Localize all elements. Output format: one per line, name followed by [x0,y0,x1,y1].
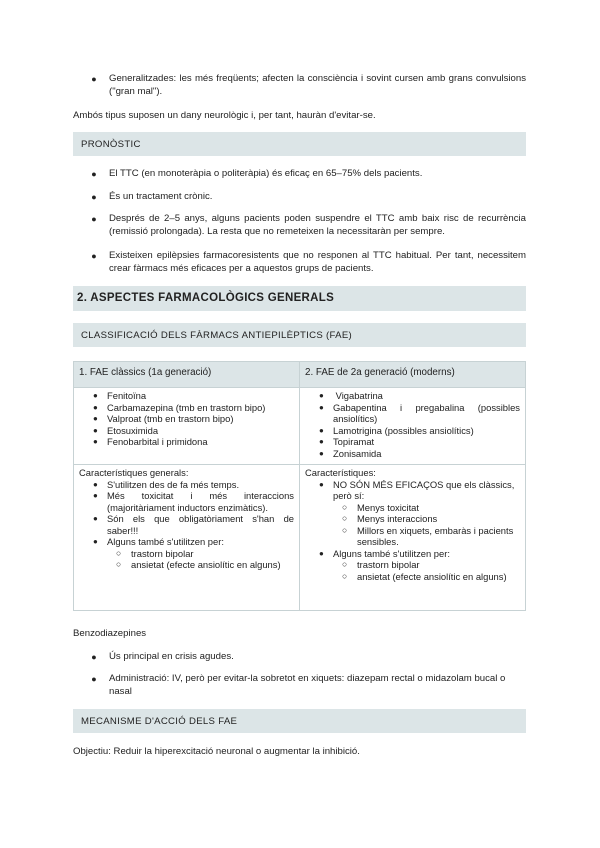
section-2-header [73,286,526,311]
pronostic-bullet: El TTC (en monoteràpia o politeràpia) és eficaç en 65–75% dels pacients. [109,168,423,179]
classificacio-header [73,323,526,347]
char-item: ● S'utilitzen des de fa més temps. [93,478,240,490]
sub-item: ○ ansietat (efecte ansiolític en alguns) [342,570,507,582]
benzo-bullet: Administració: IV, però per evitar-la sobretot en xiquets: diazepam rectal o midazolam bucal o nasal [109,673,506,697]
intro-paragraph: Ambós tipus suposen un dany neurològic i, per tant, hauràn d'evitar-se. [73,110,376,121]
sub-item: ○ ansietat (efecte ansiolític en alguns) [116,559,281,570]
drug-item: ● Lamotrigina (possibles ansiolítics) [319,424,474,436]
drug-item: ● Zonisamida [319,447,382,459]
sub-item: ○ trastorn bipolar [116,547,194,559]
benzo-bullet: Ús principal en crisis agudes. [109,651,234,662]
char-item: ● Alguns també s'utilitzen per: [93,536,224,547]
mecanisme-header [73,709,526,733]
pronostic-bullet: Existeixen epilèpsies farmacoresistents que no responen al TTC habitual. Per tant, necessitem crear fàrmacs més eficaces per a aquestos grups de pacients. [109,250,526,274]
bullet-dot: ● [91,192,97,202]
drug-item: ● Fenitoïna [93,390,147,401]
drug-item: ● Fenobarbital i primidona [93,436,208,447]
pronostic-title: PRONÒSTIC [81,139,141,150]
drug-item: ● Valproat (tmb en trastorn bipo) [93,413,234,424]
bullet-dot: ● [91,74,97,84]
bullet-dot: ● [91,169,97,179]
col2-char-title: Característiques: [305,467,376,478]
pronostic-header [73,132,526,156]
fae-classification-table [73,361,526,611]
bullet-dot: ● [91,251,97,261]
char-item: ● Són els que obligatòriament s'han de saber!!! [93,513,294,536]
drug-item: ● Vigabatrina [319,390,383,401]
objectiu-text: Objectiu: Reduir la hiperexcitació neuronal o augmentar la inhibició. [73,746,360,757]
drug-item: ● Topiramat [319,436,375,447]
char-item: ● NO SÓN MÉS EFICAÇOS que els clàssics, però sí: [319,478,515,501]
sub-item: ○ Menys toxicitat [342,501,419,513]
col1-char-title: Característiques generals: [79,467,189,478]
mecanisme-title: MECANISME D'ACCIÓ DELS FAE [81,716,238,727]
pronostic-bullet: Després de 2–5 anys, alguns pacients poden suspendre el TTC amb baix risc de recurrència (remissió prolongada). La resta que no remeteixen la necessitaràn per sempre. [109,213,526,237]
section-2-title: 2. ASPECTES FARMACOLÒGICS GENERALS [77,292,335,304]
drug-item: ● Carbamazepina (tmb en trastorn bipo) [93,401,266,413]
bullet-dot: ● [91,652,97,662]
col1-header: 1. FAE clàssics (1a generació) [74,362,300,388]
sub-item: ○ trastorn bipolar [342,559,420,570]
drug-item: ● Gabapentina i pregabalina (possibles ansiolítics) [319,401,520,424]
benzo-title: Benzodiazepines [73,628,147,639]
bullet-dot: ● [91,214,97,224]
pronostic-bullet: És un tractament crònic. [109,191,213,202]
char-item: ● Alguns també s'utilitzen per: [319,547,450,559]
classificacio-title: CLASSIFICACIÓ DELS FÀRMACS ANTIEPILÈPTICS (FAE) [81,330,353,341]
col2-header: 2. FAE de 2a generació (moderns) [300,362,526,388]
char-item: ● Més toxicitat i més interaccions (majoritàriament inductors enzimàtics). [93,490,294,513]
intro-bullet-text: Generalitzades: les més freqüents; afecten la consciència i sovint cursen amb grans convulsions ("gran mal"). [109,73,526,97]
drug-item: ● Etosuximida [93,424,159,436]
bullet-dot: ● [91,674,97,684]
sub-item: ○ Millors en xiquets, embaràs i pacients sensibles. [342,524,514,547]
sub-item: ○ Menys interaccions [342,513,438,524]
